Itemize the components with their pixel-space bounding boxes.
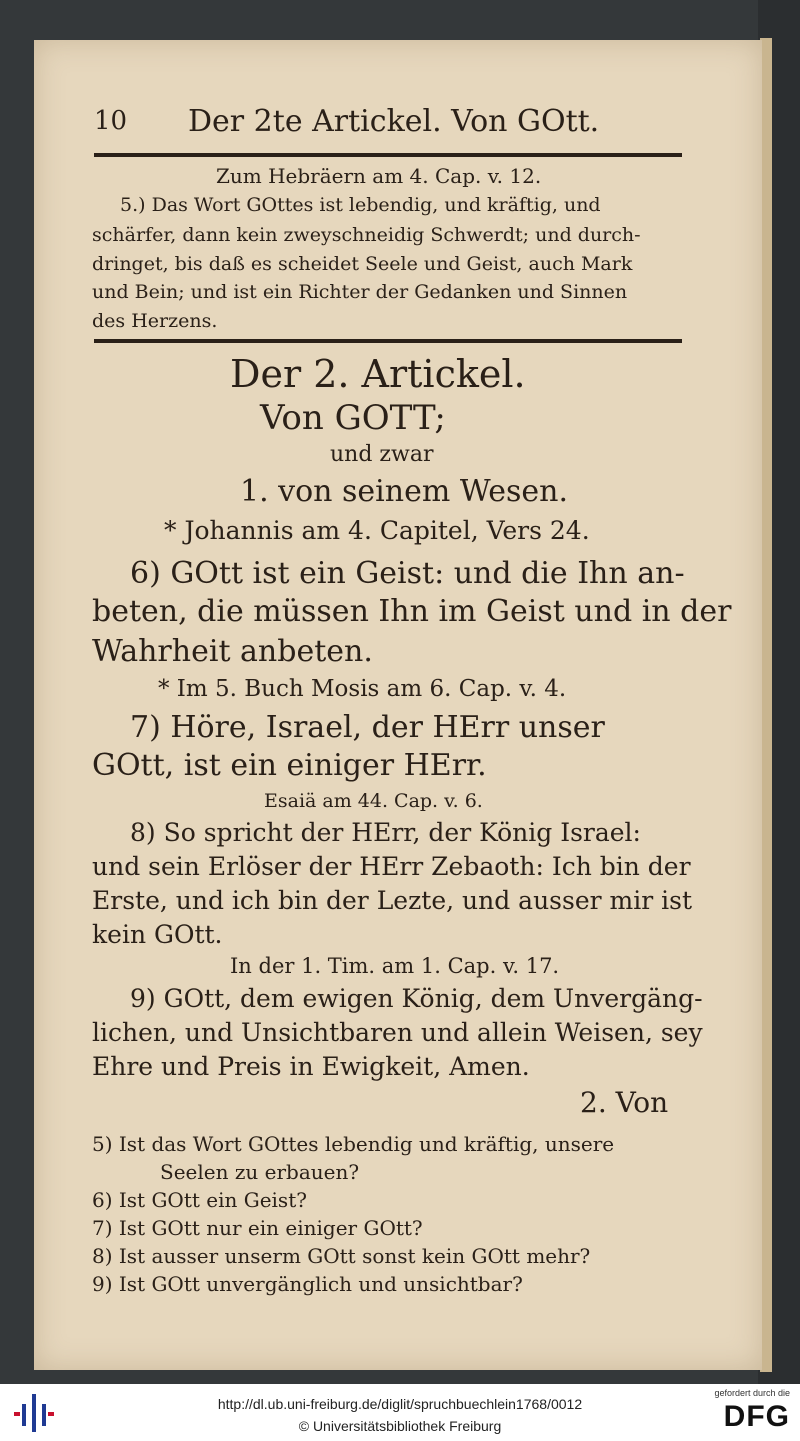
dfg-logo bbox=[704, 1388, 790, 1438]
book-page bbox=[34, 40, 762, 1370]
verse-reference: In der 1. Tim. am 1. Cap. v. 17. bbox=[230, 954, 560, 978]
verse-line: Wahrheit anbeten. bbox=[92, 634, 373, 669]
top-line: und Bein; und ist ein Richter der Gedanken und Sinnen bbox=[92, 281, 628, 303]
verse-line: GOtt, ist ein einiger HErr. bbox=[92, 748, 487, 783]
verse-reference: * Johannis am 4. Capitel, Vers 24. bbox=[164, 516, 590, 545]
catchword: 2. Von bbox=[580, 1086, 669, 1119]
verse-reference: * Im 5. Buch Mosis am 6. Cap. v. 4. bbox=[158, 676, 567, 702]
top-line: schärfer, dann kein zweyschneidig Schwerdt; und durch- bbox=[92, 224, 641, 246]
section-title: Der 2. Artickel. bbox=[230, 352, 526, 396]
verse-line: und sein Erlöser der HErr Zebaoth: Ich bin der bbox=[92, 852, 691, 881]
question-line: 6) Ist GOtt ein Geist? bbox=[92, 1188, 307, 1212]
source-url[interactable]: http://dl.ub.uni-freiburg.de/diglit/spruchbuechlein1768/0012 bbox=[217, 1396, 583, 1412]
question-line: 7) Ist GOtt nur ein einiger GOtt? bbox=[92, 1216, 423, 1240]
question-line: 8) Ist ausser unserm GOtt sonst kein GOtt mehr? bbox=[92, 1244, 591, 1268]
copyright-notice: © Universitätsbibliothek Freiburg bbox=[298, 1418, 502, 1434]
verse-line: 8) So spricht der HErr, der König Israel: bbox=[130, 818, 641, 847]
question-line: 5) Ist das Wort GOttes lebendig und kräftig, unsere bbox=[92, 1132, 615, 1156]
page-number: 10 bbox=[94, 106, 128, 136]
verse-line: Ehre und Preis in Ewigkeit, Amen. bbox=[92, 1052, 530, 1081]
viewer-footer bbox=[0, 1384, 800, 1441]
section-subtitle: Von GOTT; bbox=[260, 398, 446, 438]
verse-line: 6) GOtt ist ein Geist: und die Ihn an- bbox=[130, 556, 685, 591]
top-line: 5.) Das Wort GOttes ist lebendig, und kräftig, und bbox=[120, 194, 601, 216]
verse-line: kein GOtt. bbox=[92, 920, 223, 949]
top-line: dringet, bis daß es scheidet Seele und Geist, auch Mark bbox=[92, 253, 633, 275]
top-reference: Zum Hebräern am 4. Cap. v. 12. bbox=[216, 164, 542, 188]
verse-reference: Esaiä am 44. Cap. v. 6. bbox=[264, 790, 483, 812]
dfg-caption: gefordert durch die bbox=[714, 1388, 790, 1398]
top-line: des Herzens. bbox=[92, 310, 218, 332]
section-part: 1. von seinem Wesen. bbox=[240, 474, 568, 509]
section-conj: und zwar bbox=[330, 442, 434, 467]
question-line: Seelen zu erbauen? bbox=[160, 1160, 360, 1184]
verse-line: beten, die müssen Ihn im Geist und in der bbox=[92, 594, 732, 629]
header-rule bbox=[94, 153, 682, 157]
running-title: Der 2te Artickel. Von GOtt. bbox=[188, 104, 600, 139]
dfg-wordmark: DFG bbox=[723, 1400, 790, 1433]
question-line: 9) Ist GOtt unvergänglich und unsichtbar? bbox=[92, 1272, 523, 1296]
verse-line: Erste, und ich bin der Lezte, und ausser mir ist bbox=[92, 886, 692, 915]
section-rule bbox=[94, 339, 682, 343]
verse-line: 9) GOtt, dem ewigen König, dem Unvergäng- bbox=[130, 984, 703, 1013]
verse-line: lichen, und Unsichtbaren und allein Weisen, sey bbox=[92, 1018, 703, 1047]
verse-line: 7) Höre, Israel, der HErr unser bbox=[130, 710, 605, 745]
